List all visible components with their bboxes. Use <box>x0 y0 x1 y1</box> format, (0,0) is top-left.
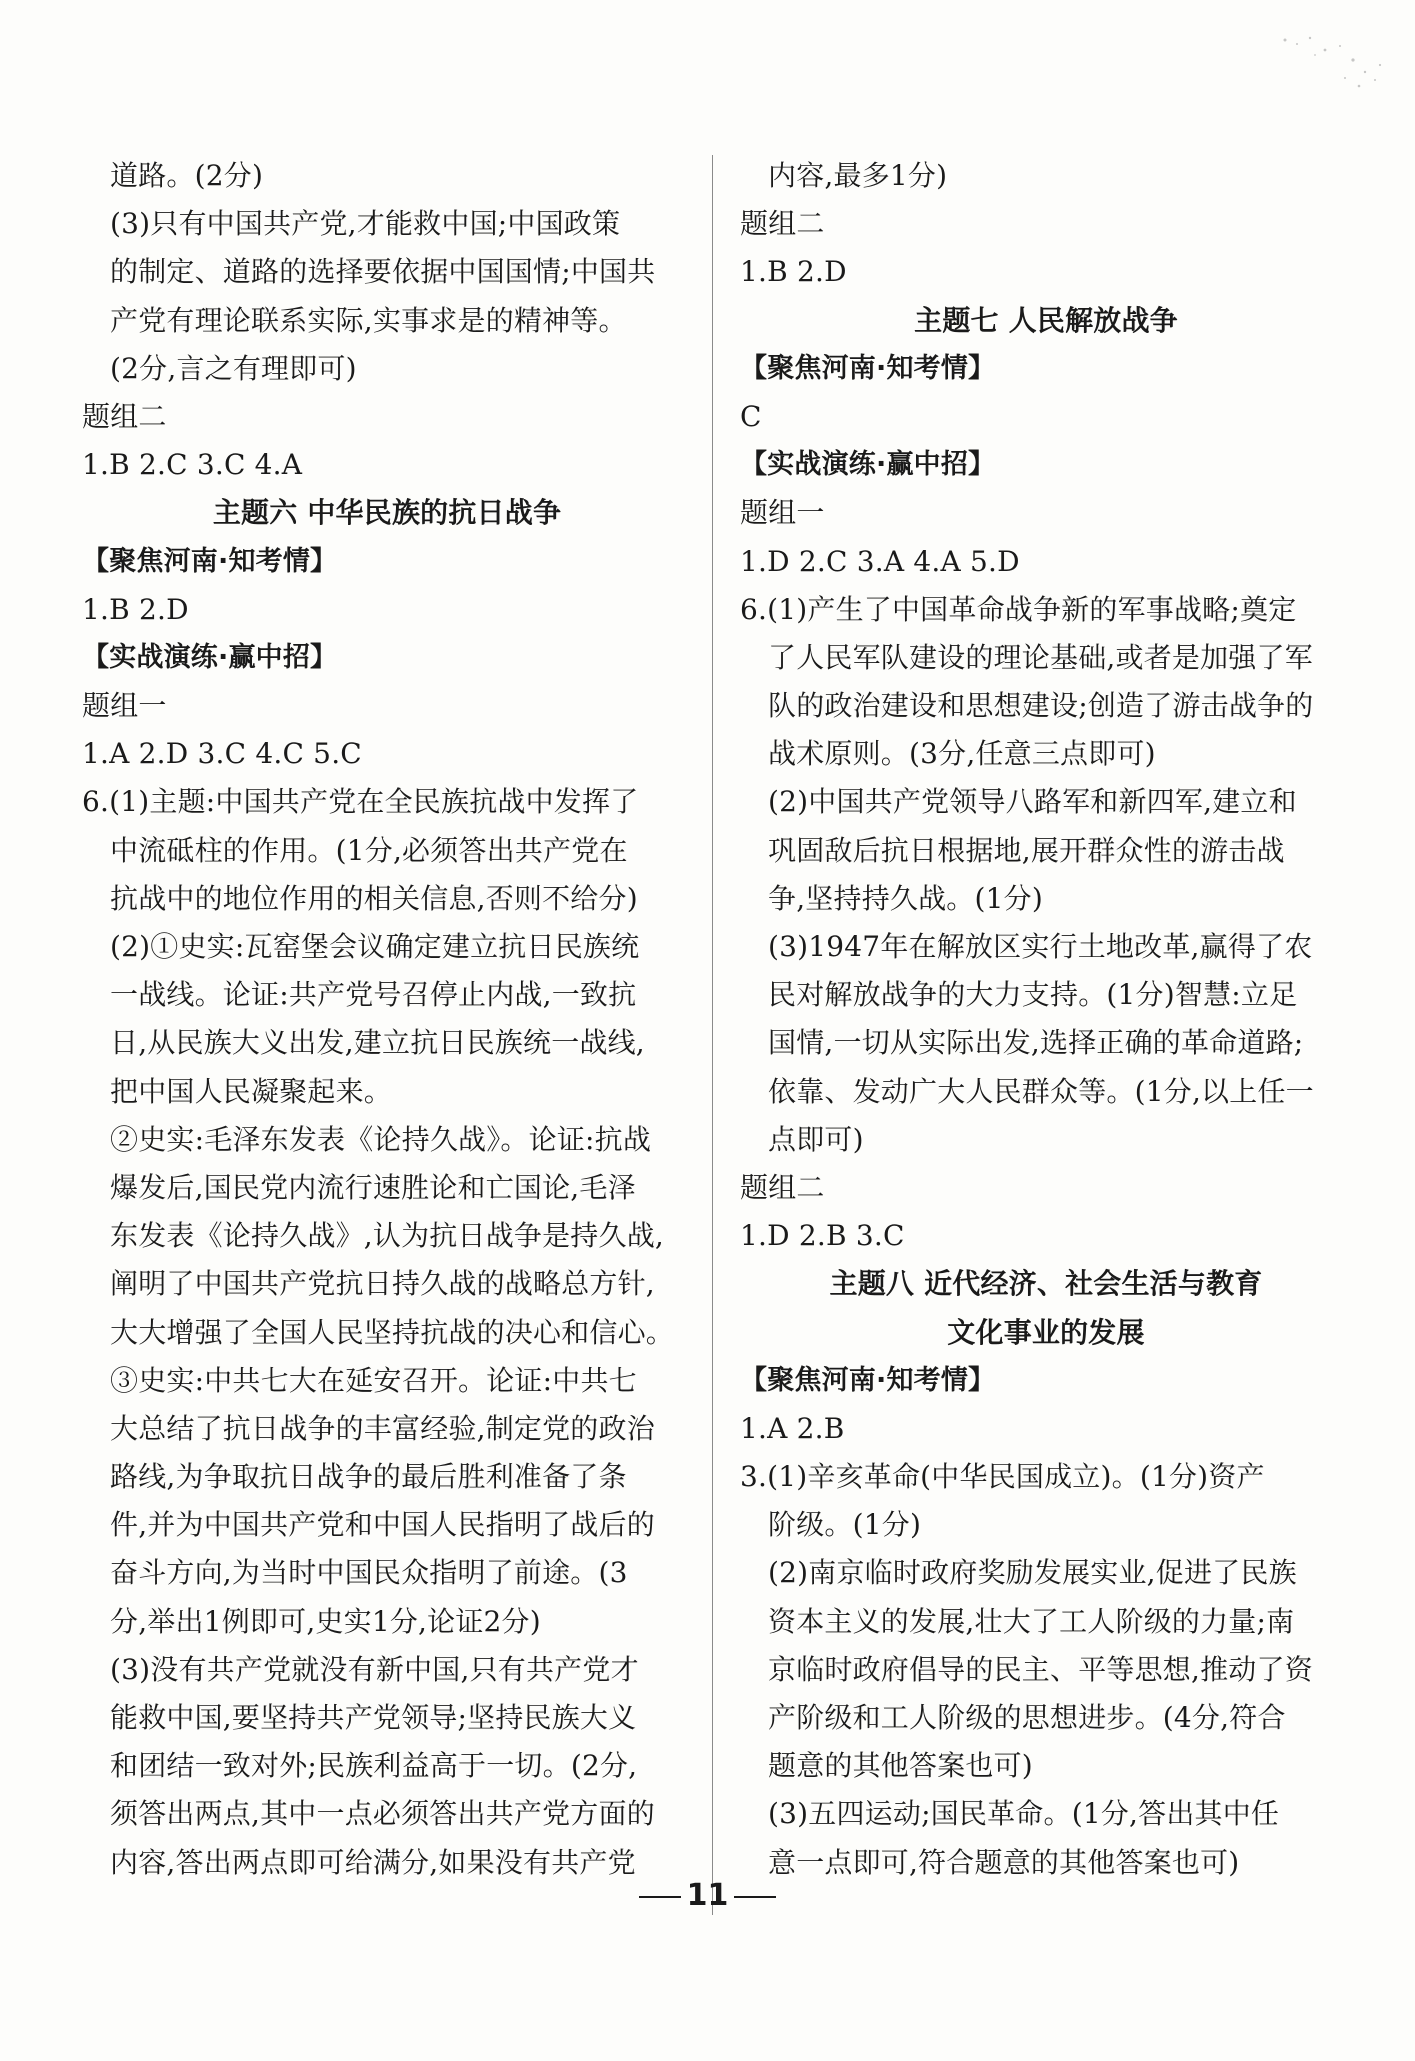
text-line: 意一点即可,符合题意的其他答案也可) <box>768 1845 1240 1879</box>
text-line: 把中国人民凝聚起来。 <box>110 1074 393 1108</box>
text-line: 道路。(2分) <box>110 159 264 192</box>
text-line: 产党有理论联系实际,实事求是的精神等。 <box>110 303 627 337</box>
text-line: 产阶级和工人阶级的思想进步。(4分,符合 <box>768 1701 1286 1734</box>
text-line: 一战线。论证:共产党号召停止内战,一致抗 <box>110 978 637 1012</box>
topic-heading: 主题七 人民解放战争 <box>914 303 1178 337</box>
text-line: 题组一 <box>740 496 825 530</box>
text-line: 分,举出1例即可,史实1分,论证2分) <box>110 1604 541 1638</box>
text-line: (3)没有共产党就没有新中国,只有共产党才 <box>110 1652 639 1686</box>
text-line: 1.D 2.C 3.A 4.A 5.D <box>740 544 1020 578</box>
page-number-dash-left <box>639 1896 681 1898</box>
page-number-dash-right <box>734 1896 776 1898</box>
text-line: 中流砥柱的作用。(1分,必须答出共产党在 <box>110 833 628 867</box>
text-line: 了人民军队建设的理论基础,或者是加强了军 <box>768 640 1313 674</box>
text-line: 民对解放战争的大力支持。(1分)智慧:立足 <box>768 978 1298 1012</box>
text-line: (3)只有中国共产党,才能救中国;中国政策 <box>110 207 621 241</box>
text-line: 日,从民族大义出发,建立抗日民族统一战线, <box>110 1026 645 1060</box>
text-line: 题组二 <box>82 399 167 433</box>
text-line: 1.B 2.C 3.C 4.A <box>82 448 303 482</box>
topic-heading: 主题六 中华民族的抗日战争 <box>212 496 562 530</box>
text-line: ③史实:中共七大在延安召开。论证:中共七 <box>110 1363 637 1397</box>
text-line: 能救中国,要坚持共产党领导;坚持民族大义 <box>110 1701 637 1734</box>
text-line: 依靠、发动广大人民群众等。(1分,以上任一 <box>768 1074 1314 1108</box>
text-line: 争,坚持持久战。(1分) <box>768 881 1043 915</box>
scan-smudge-mark <box>1255 20 1395 110</box>
text-line: 须答出两点,其中一点必须答出共产党方面的 <box>110 1797 655 1831</box>
text-line: 队的政治建设和思想建设;创造了游击战争的 <box>768 689 1314 723</box>
text-line: 东发表《论持久战》,认为抗日战争是持久战, <box>110 1219 665 1253</box>
text-line: ②史实:毛泽东发表《论持久战》。论证:抗战 <box>110 1122 652 1156</box>
topic-heading: 主题八 近代经济、社会生活与教育 <box>829 1267 1263 1301</box>
text-line: 战术原则。(3分,任意三点即可) <box>768 737 1156 771</box>
text-line: C <box>740 399 762 433</box>
text-line: 6.(1)主题:中国共产党在全民族抗战中发挥了 <box>82 785 639 819</box>
text-line: 3.(1)辛亥革命(中华民国成立)。(1分)资产 <box>740 1460 1265 1494</box>
text-line: 题组二 <box>740 1170 825 1204</box>
text-line: (2)中国共产党领导八路军和新四军,建立和 <box>768 785 1297 819</box>
text-line: 和团结一致对外;民族利益高于一切。(2分, <box>110 1749 638 1783</box>
text-line: 内容,最多1分) <box>768 159 948 192</box>
text-line: 阐明了中国共产党抗日持久战的战略总方针, <box>110 1267 655 1301</box>
page-footer <box>0 1878 1415 1913</box>
text-line: 奋斗方向,为当时中国民众指明了前途。(3 <box>110 1556 628 1590</box>
text-line: 件,并为中国共产党和中国人民指明了战后的 <box>110 1508 655 1542</box>
text-line: 题意的其他答案也可) <box>768 1749 1033 1783</box>
text-line: 1.B 2.D <box>740 255 847 289</box>
text-line: 大总结了抗日战争的丰富经验,制定党的政治 <box>110 1411 655 1445</box>
text-line: 6.(1)产生了中国革命战争新的军事战略;奠定 <box>740 592 1297 626</box>
text-line: 1.A 2.D 3.C 4.C 5.C <box>82 737 362 771</box>
text-line: 题组一 <box>82 689 167 723</box>
text-line: 内容,答出两点即可给满分,如果没有共产党 <box>110 1845 636 1879</box>
left-column <box>82 152 692 1887</box>
text-line: 点即可) <box>768 1122 864 1156</box>
text-line: 抗战中的地位作用的相关信息,否则不给分) <box>110 881 638 915</box>
section-heading: 【聚焦河南·知考情】 <box>740 1364 996 1396</box>
text-line: 阶级。(1分) <box>768 1508 922 1542</box>
text-line: 1.A 2.B <box>740 1411 845 1445</box>
text-line: 巩固敌后抗日根据地,展开群众性的游击战 <box>768 833 1285 867</box>
text-line: 1.D 2.B 3.C <box>740 1219 905 1253</box>
text-line: (3)1947年在解放区实行土地改革,赢得了农 <box>768 930 1313 963</box>
text-line: 国情,一切从实际出发,选择正确的革命道路; <box>768 1026 1304 1060</box>
section-heading: 【聚焦河南·知考情】 <box>82 545 338 577</box>
right-column <box>740 152 1352 1887</box>
text-line: 京临时政府倡导的民主、平等思想,推动了资 <box>768 1652 1313 1686</box>
text-line: 1.B 2.D <box>82 592 189 626</box>
topic-heading: 文化事业的发展 <box>947 1315 1145 1349</box>
text-line: 爆发后,国民党内流行速胜论和亡国论,毛泽 <box>110 1170 636 1204</box>
column-divider <box>712 155 713 1915</box>
text-line: (2)①史实:瓦窑堡会议确定建立抗日民族统 <box>110 930 640 963</box>
text-line: 大大增强了全国人民坚持抗战的决心和信心。 <box>110 1315 675 1349</box>
text-line: (2)南京临时政府奖励发展实业,促进了民族 <box>768 1556 1297 1590</box>
page-number: 11 <box>686 1878 729 1913</box>
text-line: (2分,言之有理即可) <box>110 351 357 385</box>
text-line: 资本主义的发展,壮大了工人阶级的力量;南 <box>768 1604 1295 1638</box>
section-heading: 【聚焦河南·知考情】 <box>740 352 996 384</box>
text-line: 路线,为争取抗日战争的最后胜利准备了条 <box>110 1460 627 1494</box>
text-line: (3)五四运动;国民革命。(1分,答出其中任 <box>768 1797 1280 1831</box>
section-heading: 【实战演练·赢中招】 <box>82 641 338 673</box>
text-line: 的制定、道路的选择要依据中国国情;中国共 <box>110 255 656 289</box>
text-line: 题组二 <box>740 207 825 241</box>
section-heading: 【实战演练·赢中招】 <box>740 449 996 481</box>
